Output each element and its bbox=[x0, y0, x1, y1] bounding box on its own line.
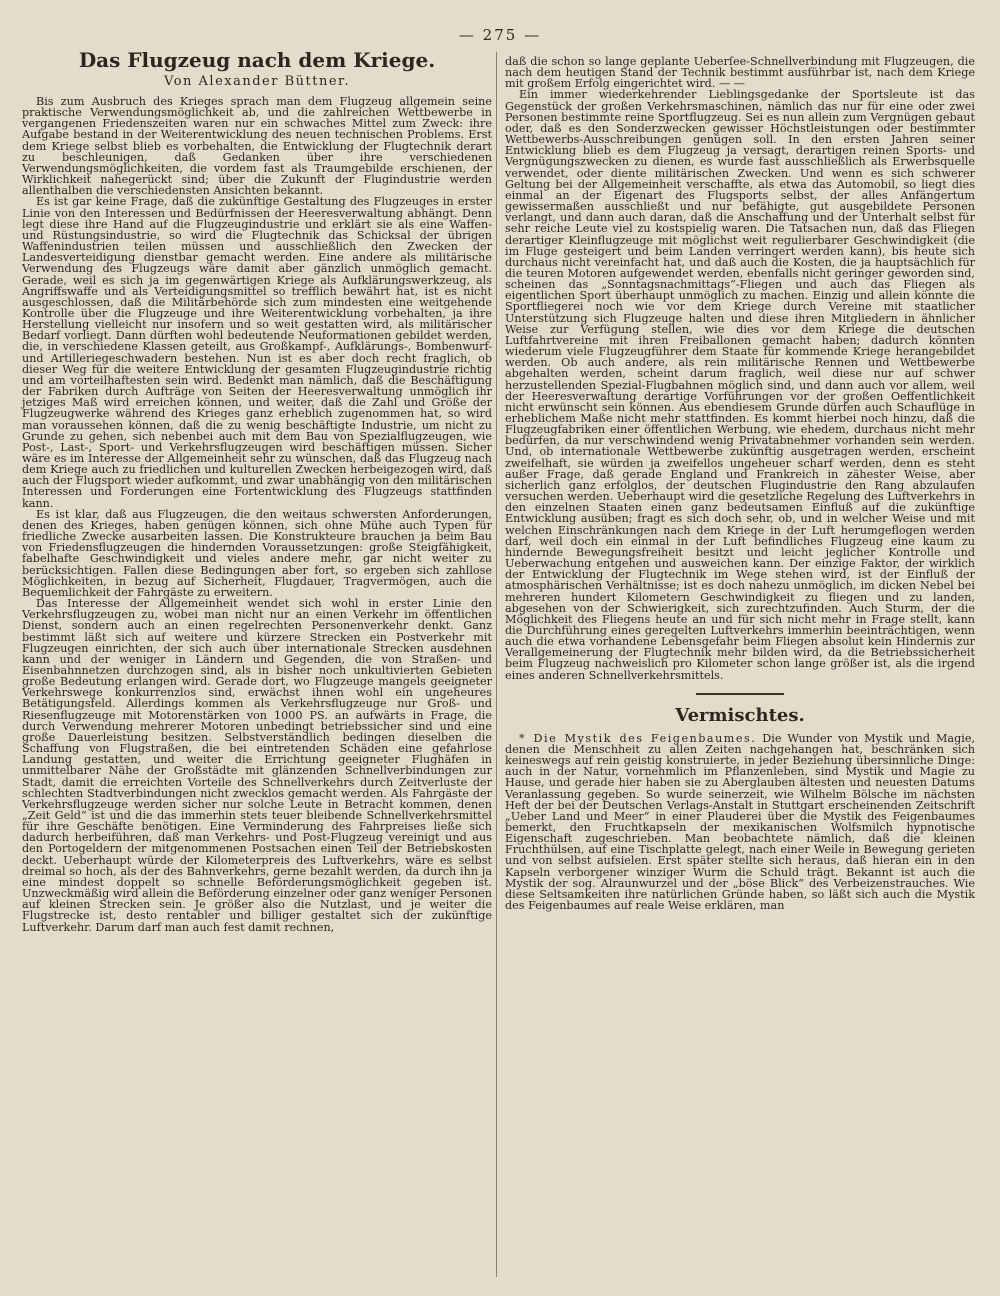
misc-text: Die Wunder von Mystik und Magie, denen die Menschheit zu allen Zeiten nachgehangen hat, beschränken sich keineswegs auf rein geistig konstruierte, in jeder Beziehung übersinnliche Dinge: auch in der Natur, vornehmlich im Pflanzenleben, sind Mystik und Magie zu Hause, und gerade hier haben sie zu Aberglauben ältesten und neuesten Datums Veranlassung gegeben. So wurde seinerzeit, wie Wilhelm Bölsche im nächsten Heft der bei der Deutschen Verlags-Anstalt in Stuttgart erscheinenden Zeitschrift „Ueber Land und Meer“ in einer Plauderei über die Mystik des Feigenbaumes bemerkt, den Fruchtkapseln der mexikanischen Wolfsmilch hypnotische Eigenschaft zugeschrieben. Man beobachtete nämlich, daß die kleinen Fruchthülsen, auf eine Tischplatte gelegt, nach einer Weile in Bewegung gerieten und von selbst aufsielen. Erst später stellte sich heraus, daß hieran ein in den Kapseln verborgener winziger Wurm die Schuld trägt. Bekannt ist auch die Mystik der sog. Alraunwurzel und der „böse Blick“ des Verbeizenstrauches. Wie diese Seltsamkeiten ihre natürlichen Gründe haben, so läßt sich auch die Mystik des Feigenbaumes auf reale Weise erklären, man bbox=[505, 731, 976, 913]
article-title: Das Flugzeug nach dem Kriege. bbox=[78, 48, 436, 72]
misc-paragraph bbox=[505, 733, 975, 912]
column-divider bbox=[496, 52, 497, 1277]
right-column bbox=[505, 56, 975, 911]
page-number: — 275 — bbox=[458, 26, 542, 44]
misc-heading: * Die Mystik des Feigenbaumes. bbox=[519, 731, 757, 745]
article-paragraph: daß die schon so lange geplante Ueberſee-Schnellverbindung mit Flugzeugen, die nach dem heutigen Stand der Technik bestimmt ausführbar ist, nach dem Kriege mit großem Erfolg eingerichtet wird. — — bbox=[505, 55, 975, 91]
article-byline: Von Alexander Büttner. bbox=[164, 74, 350, 89]
article-paragraph: Ein immer wiederkehrender Lieblingsgedanke der Sportsleute ist das Gegenstück der großen Verkehrsmaschinen, nämlich das nur für eine oder zwei Personen bestimmte reine Sportflugzeug. Sei es nun allein zum Vergnügen gebaut oder, daß es den Sonderzwecken gewisser Höchstleistungen oder bestimmter Wettbewerbs-Ausschreibungen genügen soll. In den ersten Jahren seiner Entwicklung blieb es dem Flugzeug ja versagt, derartigen reinen Sports- und Vergnügungszwecken zu dienen, es wurde fast ausschließlich als Erwerbsquelle verwendet, oder diente militärischen Zwecken. Und wenn es sich schwerer Geltung bei der Allgemeinheit verschaffte, als etwa das Automobil, so liegt dies einmal an der Eigenart des Flugsports selbst, der alles Anfängertum gewissermaßen ausschließt und nur befähigte, gut ausgebildete Personen verlangt, und dann auch daran, daß die Anschaffung und der Unterhalt selbst für sehr reiche Leute viel zu kostspielig waren. Die Tatsachen nun, daß das Fliegen derartiger Kleinflugzeuge mit möglichst weit regulierbarer Geschwindigkeit (die im Fluge gesteigert und beim Landen verringert werden kann), bis heute sich durchaus nicht vereinfacht hat, und daß auch die Kosten, die ja hauptsächlich für die teuren Motoren aufgewendet werden, ebenfalls nicht geringer geworden sind, scheinen das „Sonntagsnachmittags“-Fliegen und auch das Fliegen als eigentlichen Sport überhaupt unmöglich zu machen. Einzig und allein könnte die Sportfliegerei noch wie vor dem Kriege durch Vereine mit staatlicher Unterstützung sich Flugzeuge halten und diese ihren Mitgliedern in ähnlicher Weise zur Verfügung stellen, wie dies vor dem Kriege die deutschen Luftfahrtvereine mit ihren Freiballonen gemacht haben; dadurch könnten wiederum viele Flugzeugführer dem Staate für kommende Kriege herangebildet werden. Ob auch andere, als rein militärische Rennen und Wettbewerbe abgehalten werden, scheint darum fraglich, weil diese nur auf schwer herzustellenden Spezial-Flugbahnen möglich sind, und dann auch vor allem, weil der Heeresverwaltung derartige Vorführungen vor der großen Oeffentlichkeit nicht erwünscht sein können. Aus ebendiesem Grunde dürfen auch Schauflüge in erheblichem Maße nicht mehr stattfinden. Es kommt hierbei noch hinzu, daß die Flugzeugfabriken einer öffentlichen Werbung, wie ehedem, durchaus nicht mehr bedürfen, da nur verschwindend wenig Privatabnehmer vorhanden sein werden. Und, ob internationale Wettbewerbe zukünftig ausgetragen werden, erscheint zweifelhaft, sie würden ja zweifellos ungeheuer scharf werden, denn es steht außer Frage, daß gerade England und Frankreich in zähester Weise, aber sicherlich ganz erfolglos, der deutschen Flugindustrie den Rang abzulaufen versuchen werden. Ueberhaupt wird die gesetzliche Regelung des Luftverkehrs in den einzelnen Staaten einen ganz bedeutsamen Einfluß auf die zukünftige Entwicklung ausüben; fragt es sich doch sehr, ob, und in welcher Weise und mit welchen Einschränkungen nach dem Kriege in der Luft herumgeflogen werden darf, weil doch ein einmal in der Luft befindliches Flugzeug eine kaum zu hindernde Bewegungsfreiheit besitzt und leicht jeglicher Kontrolle und Ueberwachung entgehen und ausweichen kann. Der einzige Faktor, der wirklich der Entwicklung der Flugtechnik im Wege stehen wird, ist der Einfluß der atmosphärischen Verhältnisse; ist es doch nahezu unmöglich, im dicken Nebel bei mehreren hundert Kilometern Geschwindigkeit zu fliegen und zu landen, abgesehen von der Schwierigkeit, sich zurechtzufinden. Auch Sturm, der die Möglichkeit des Fliegens heute an und für sich nicht mehr in Frage stellt, kann die Durchführung eines geregelten Luftverkehrs immerhin beeinträchtigen, wenn auch die etwa vorhandene Lebensgefahr beim Fliegen absolut kein Hindernis zur Verallgemeinerung der Flugtechnik mehr bilden wird, da die Betriebssicherheit beim Flugzeug nachweislich pro Kilometer schon lange größer ist, als die irgend eines anderen Schnellverkehrsmittels. bbox=[505, 88, 975, 682]
article-paragraph: Es ist klar, daß aus Flugzeugen, die den weitaus schwersten Anforderungen, denen des Krieges, haben genügen können, sich ohne Mühe auch Typen für friedliche Zwecke ausarbeiten lassen. Die Konstrukteure brauchen ja beim Bau von Friedensflugzeugen die hindernden Voraussetzungen: große Steigfähigkeit, fabelhafte Geschwindigkeit und vieles andere mehr, gar nicht weiter zu berücksichtigen. Fallen diese Bedingungen aber fort, so ergeben sich zahllose Möglichkeiten, in bezug auf Sicherheit, Flugdauer, Tragvermögen, auch die Bequemlichkeit der Fahrgäste zu erweitern. bbox=[22, 507, 492, 599]
left-column bbox=[22, 48, 492, 933]
section-divider bbox=[696, 693, 784, 695]
article-paragraph: Das Interesse der Allgemeinheit wendet sich wohl in erster Linie den Verkehrsflugzeugen zu, wobei man nicht nur an einen Verkehr im öffentlichen Dienst, sondern auch an einen regelrechten Personenverkehr denkt. Ganz bestimmt läßt sich auf weitere und kürzere Strecken ein Postverkehr mit Flugzeugen einrichten, der sich auch über internationale Strecken ausdehnen kann und der weniger in Ländern und Gegenden, die von Straßen- und Eisenbahnnetzen durchzogen sind, als in bisher noch unkultivierten Gebieten große Bedeutung erlangen wird. Gerade dort, wo Flugzeuge mangels geeigneter Verkehrswege konkurrenzlos sind, erwächst ihnen wohl ein ungeheures Betätigungsfeld. Allerdings kommen als Verkehrsflugzeuge nur Groß- und Riesenflugzeuge mit Motorenstärken von 1000 PS. an aufwärts in Frage, die durch Verwendung mehrerer Motoren unbedingt betriebssicher sind und eine große Dauerleistung besitzen. Selbstverständlich bedingen dieselben die Schaffung von Flugstraßen, die bei eintretenden Schäden eine gefahrlose Landung gestatten, und weiter die Errichtung geeigneter Flughäfen in unmittelbarer Nähe der Großstädte mit glänzenden Schnellverbindungen zur Stadt, damit die erreichten Vorteile des Schnellverkehrs durch Zeitverluste der schlechten Stadtverbindungen nicht zwecklos gemacht werden. Als Fahrgäste der Verkehrsflugzeuge werden sicher nur solche Leute in Betracht kommen, denen „Zeit Geld“ ist und die das immerhin stets teuer bleibende Schnellverkehrsmittel für ihre Geschäfte benötigen. Eine Verminderung des Fahrpreises ließe sich dadurch herbeiführen, daß man Verkehrs- und Post-Flugzeug vereinigt und aus den Portogeldern der mitgenommenen Postsachen einen Teil der Betriebskosten deckt. Ueberhaupt würde der Kilometerpreis des Luftverkehrs, wäre es selbst dreimal so hoch, als der des Bahnverkehrs, gerne bezahlt werden, da durch ihn ja eine mindest doppelt so schnelle Beförderungsmöglichkeit gegeben ist. Unzweckmäßig wird allein die Beförderung einzelner oder ganz weniger Personen auf kleinen Strecken sein. Je größer also die Nutzlast, und je weiter die Flugstrecke ist, desto rentabler und billiger gestaltet sich der zukünftige Luftverkehr. Darum darf man auch fest damit rechnen, bbox=[22, 597, 492, 934]
section-title: Vermischtes. bbox=[675, 704, 805, 726]
article-paragraph: Bis zum Ausbruch des Krieges sprach man dem Flugzeug allgemein seine praktische Verwendungsmöglichkeit ab, und die zahlreichen Wettbewerbe in vergangenen Friedenszeiten waren nur ein schwaches Mittel zum Zweck: ihre Aufgabe bestand in der Weiterentwicklung des neuen technischen Problems. Erst dem Kriege selbst blieb es vorbehalten, die Entwicklung der Flugtechnik derart zu beschleunigen, daß Gedanken über ihre verschiedenen Verwendungsmöglichkeiten, die vordem fast als Traumgebilde erschienen, der Wirklichkeit nahegerückt sind; über die Zukunft der Flugindustrie werden allenthalben die verschiedensten Ansichten bekannt. bbox=[22, 95, 492, 198]
article-paragraph: Es ist gar keine Frage, daß die zukünftige Gestaltung des Flugzeuges in erster Linie von den Interessen und Bedürfnissen der Heeresverwaltung abhängt. Denn legt diese ihre Hand auf die Flugzeugindustrie und erklärt sie als eine Waffen- und Rüstungsindustrie, so wird die Flugtechnik das Schicksal der übrigen Waffenindustrien teilen müssen und ausschließlich den Zwecken der Landesverteidigung dienstbar gemacht werden. Eine andere als militärische Verwendung des Flugzeugs wäre damit aber gänzlich unmöglich gemacht. Gerade, weil es sich ja im gegenwärtigen Kriege als Aufklärungswerkzeug, als Angriffswaffe und als Verteidigungsmittel so trefflich bewährt hat, ist es nicht ausgeschlossen, daß die Militärbehörde sich zum mindesten eine weitgehende Kontrolle über die Flugzeuge und ihre Weiterentwicklung vorbehalten, ja ihre Herstellung vielleicht nur insofern und so weit gestatten wird, als militärischer Bedarf vorliegt. Dann dürften wohl bedeutende Neuformationen gebildet werden, die, in verschiedene Klassen geteilt, aus Großkampf-, Aufklärungs-, Bombenwurf- und Artilleriegeschwadern bestehen. Nun ist es aber doch recht fraglich, ob dieser Weg für die weitere Entwicklung der gesamten Flugzeugindustrie richtig und am vorteilhaftesten sein wird. Bedenkt man nämlich, daß die Beschäftigung der Fabriken durch Aufträge von Seiten der Heeresverwaltung unmöglich ihr jetziges Maß wird erreichen können, und weiter, daß die Zahl und Größe der Flugzeugwerke während des Krieges ganz erheblich zugenommen hat, so wird man voraussehen können, daß die zu wenig beschäftigte Industrie, um nicht zu Grunde zu gehen, sich nebenbei auch mit dem Bau von Spezialflugzeugen, wie Post-, Last-, Sport- und Verkehrsflugzeugen wird beschäftigen müssen. Sicher wäre es im Interesse der Allgemeinheit sehr zu wünschen, daß das Flugzeug nach dem Kriege auch zu friedlichen und kulturellen Zwecken herbeigezogen wird, daß auch der Flugsport wieder aufkommt, und zwar unabhängig von den militärischen Interessen und Forderungen eine Fortentwicklung des Flugzeugs stattfinden kann. bbox=[22, 195, 492, 510]
